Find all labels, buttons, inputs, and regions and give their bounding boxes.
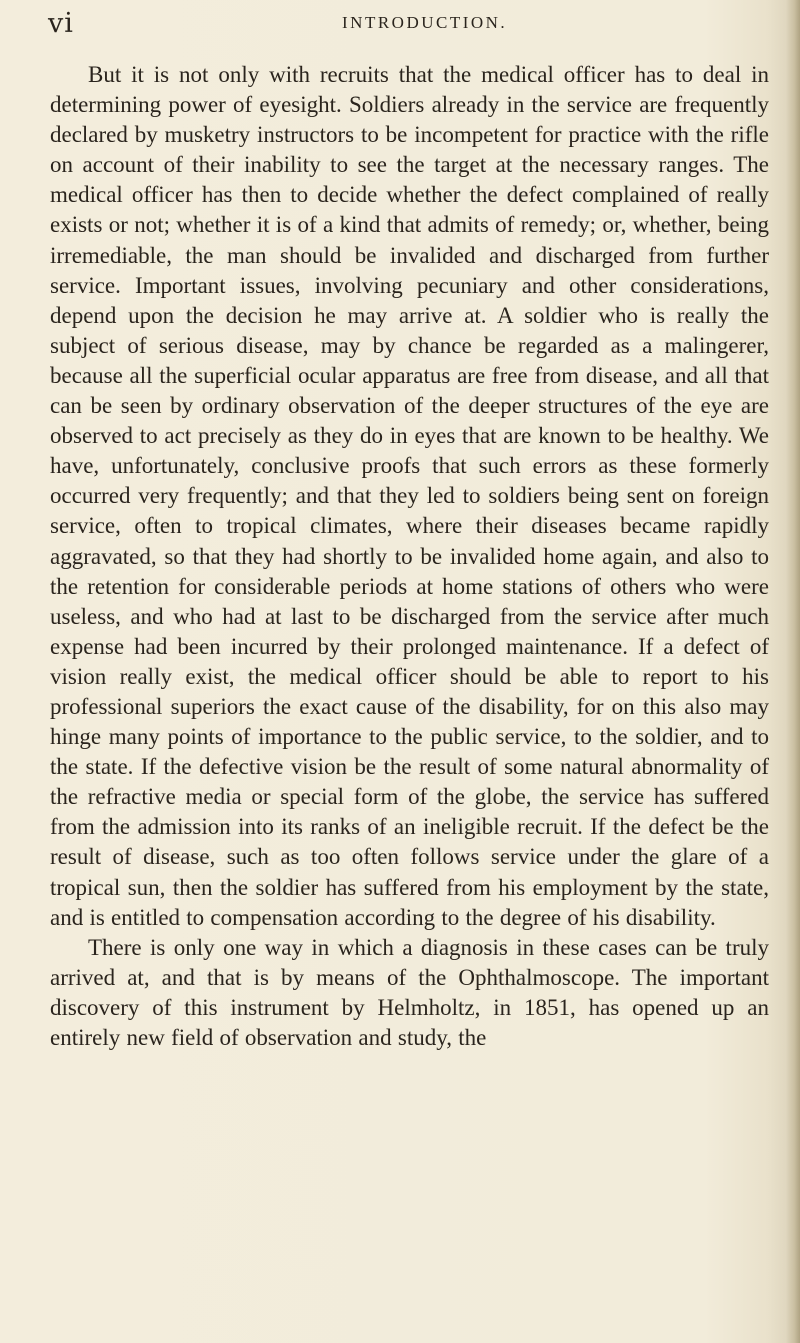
paragraph: But it is not only with recruits that the medical officer has to deal in determining power of eyesight. Soldiers already in the service are frequently declared by musketry instructors to be incompetent for practice with the rifle on account of their inability to see the target at the necessary ranges. The medical officer has then to decide whether the defect complained of really exists or not; whether it is of a kind that admits of remedy; or, whether, being irremediable, the man should be invalided and discharged from further service. Important issues, involving pecuniary and other considerations, depend upon the decision he may arrive at. A soldier who is really the subject of serious disease, may by chance be regarded as a malingerer, because all the superficial ocular apparatus are free from disease, and all that can be seen by ordinary observation of the deeper structures of the eye are observed to act precisely as they do in eyes that are known to be healthy. We have, unfortunately, conclusive proofs that such errors as these formerly occurred very frequently; and that they led to soldiers being sent on foreign service, often to tropical climates, where their diseases became rapidly aggravated, so that they had shortly to be invalided home again, and also to the retention for considerable periods at home stations of others who were useless, and who had at last to be discharged from the service after much expense had been incurred by their prolonged maintenance. If a defect of vision really exist, the medical officer should be able to report to his professional superiors the exact cause of the disability, for on this also may hinge many points of importance to the public service, to the soldier, and to the state. If the defective vision be the result of some natural abnormality of the refractive media or special form of the globe, the service has suffered from the admission into its ranks of an ineligible recruit. If the defect be the result of disease, such as too often follows service under the glare of a tropical sun, then the soldier has suffered from his employment by the state, and is entitled to compensation according to the degree of his disability. xyxy=(50,62,769,930)
page-number: vi xyxy=(48,8,74,39)
page-edge-shadow xyxy=(786,0,800,1343)
paragraph: There is only one way in which a diagnosis in these cases can be truly arrived at, and that is by means of the Ophthalmoscope. The important discovery of this instrument by Helmholtz, in 1851, has opened up an entirely new field of observation and study, the xyxy=(50,934,769,1050)
running-head: INTRODUCTION. xyxy=(342,13,508,32)
body-text xyxy=(50,60,769,1053)
page-header xyxy=(48,8,784,42)
